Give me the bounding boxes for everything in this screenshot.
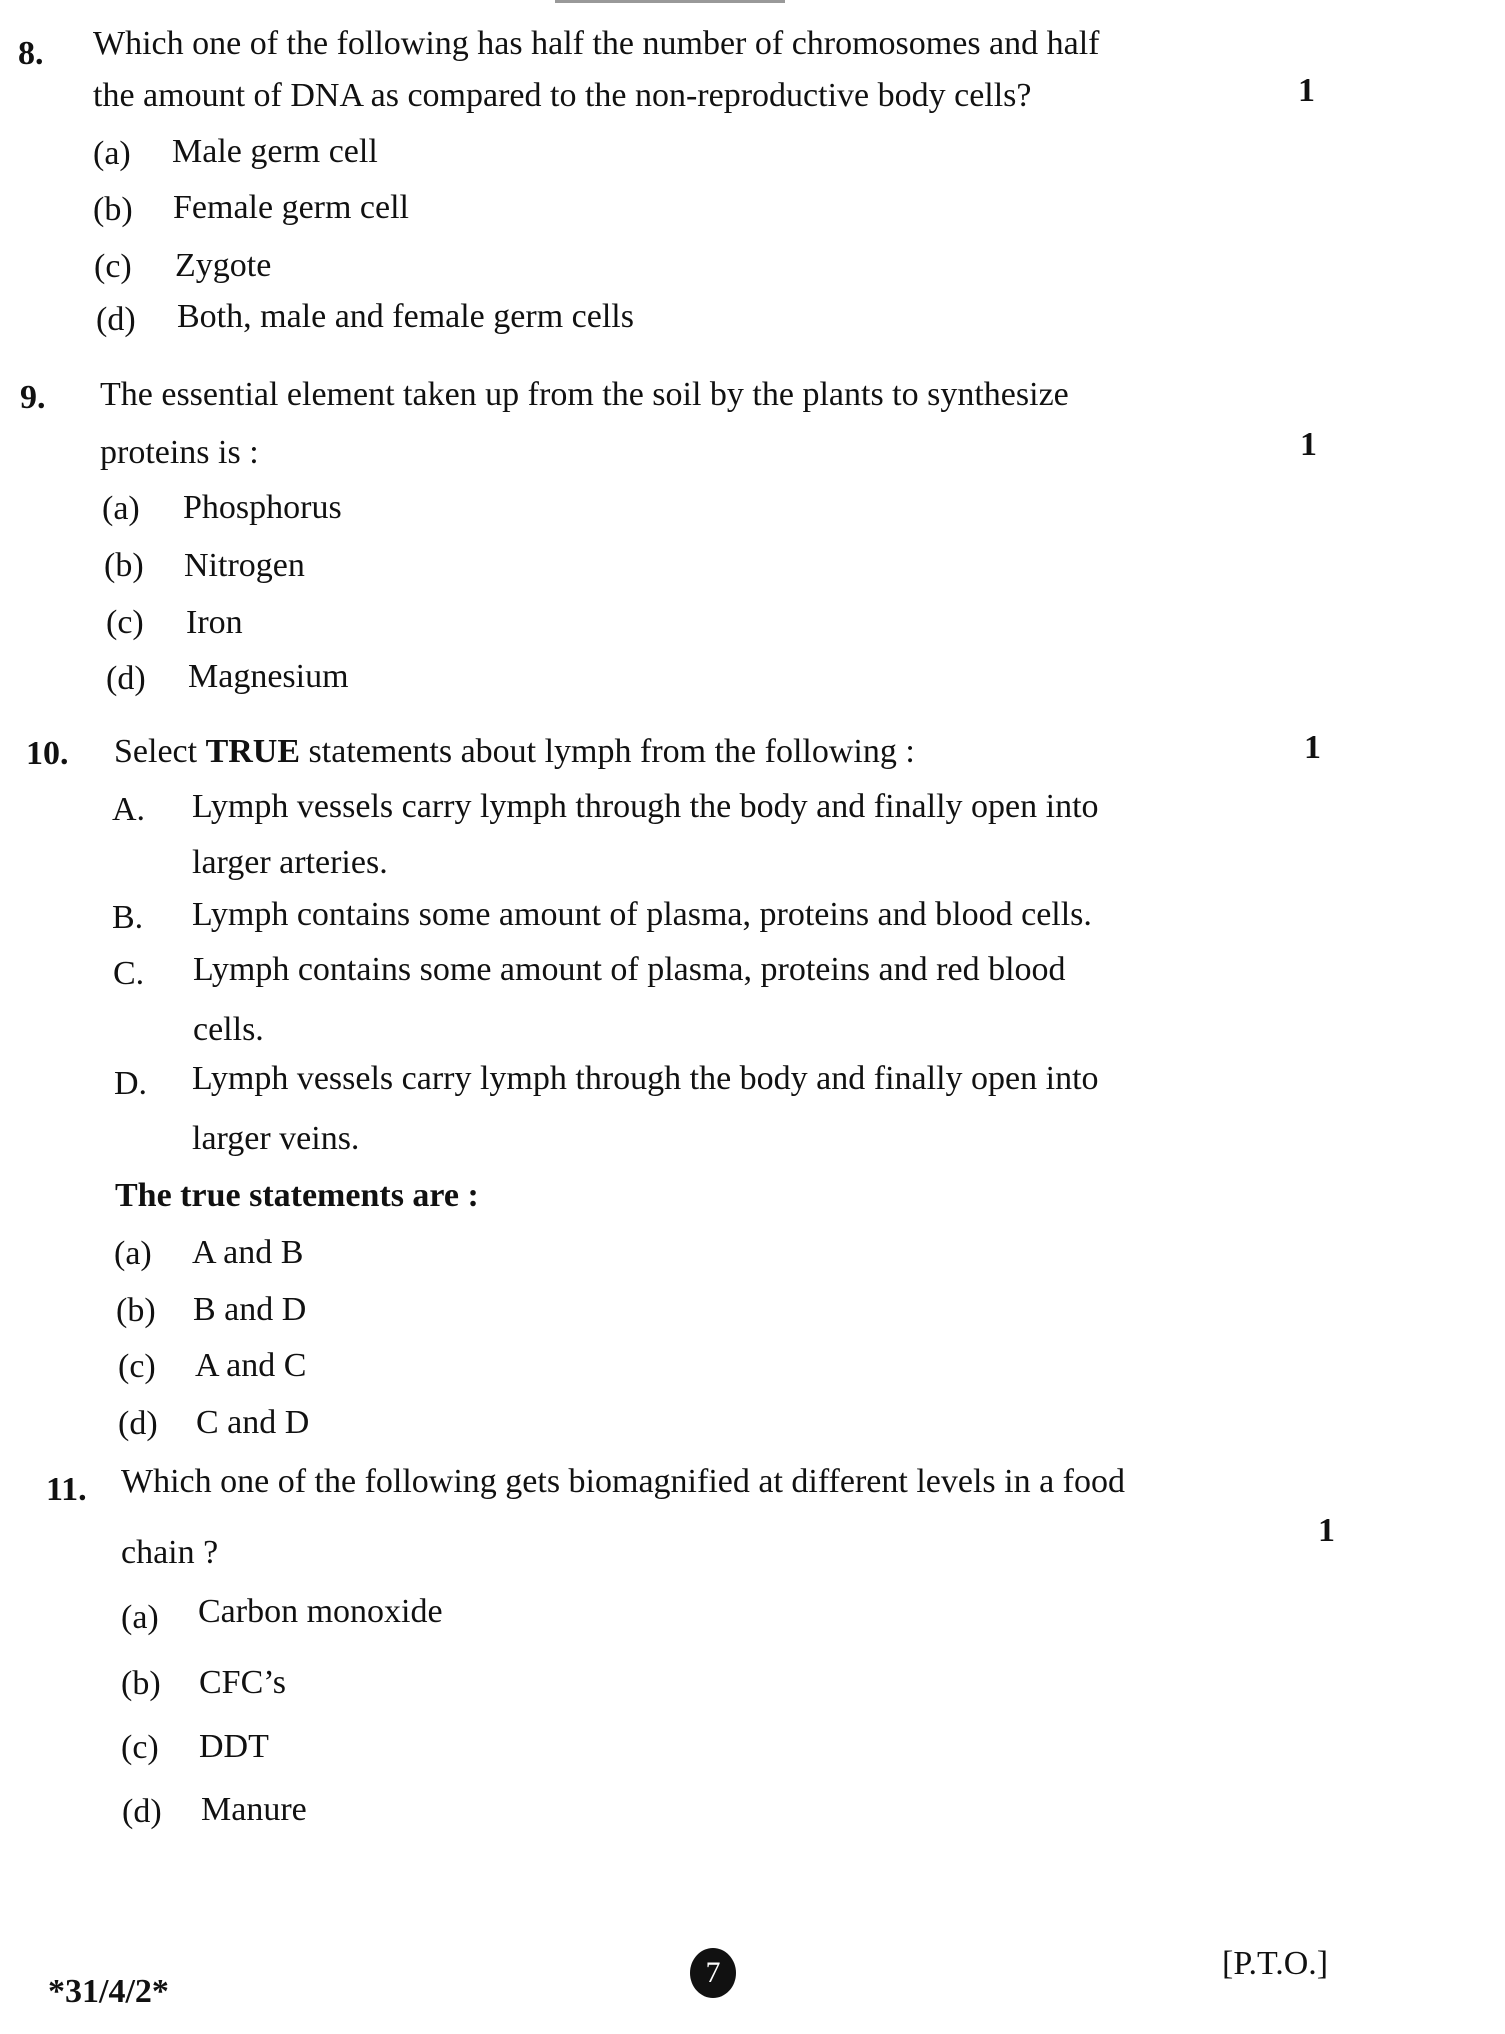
marks: 1 bbox=[1298, 72, 1315, 109]
question-text: chain ? bbox=[121, 1534, 219, 1571]
marks: 1 bbox=[1300, 426, 1317, 463]
question-text bbox=[114, 732, 915, 772]
statement-label: C. bbox=[113, 955, 145, 992]
statement-text: larger veins. bbox=[192, 1120, 360, 1157]
question-number: 8. bbox=[18, 35, 44, 72]
question-text: proteins is : bbox=[100, 434, 259, 471]
question-text-bold: TRUE bbox=[205, 733, 301, 770]
statement-text: Lymph contains some amount of plasma, proteins and blood cells. bbox=[192, 896, 1092, 933]
true-statements-prompt: The true statements are : bbox=[115, 1177, 479, 1214]
statement-text: Lymph contains some amount of plasma, proteins and red blood bbox=[193, 951, 1066, 988]
option-text: Iron bbox=[186, 604, 243, 641]
question-number: 9. bbox=[20, 379, 46, 416]
option-label: (d) bbox=[106, 660, 146, 697]
statement-text: cells. bbox=[193, 1011, 264, 1048]
question-text-pre: Select bbox=[114, 733, 206, 770]
option-label: (b) bbox=[93, 191, 133, 228]
option-text: Phosphorus bbox=[183, 489, 342, 526]
option-text: A and C bbox=[195, 1347, 307, 1384]
statement-label: D. bbox=[114, 1065, 148, 1102]
option-label: (b) bbox=[121, 1665, 161, 1702]
marks: 1 bbox=[1318, 1512, 1335, 1549]
option-text: Both, male and female germ cells bbox=[177, 298, 634, 335]
statement-text: Lymph vessels carry lymph through the body and finally open into bbox=[192, 788, 1099, 825]
option-label: (b) bbox=[104, 547, 144, 584]
question-text: Which one of the following has half the number of chromosomes and half bbox=[93, 25, 1100, 62]
statement-label: B. bbox=[112, 899, 144, 936]
option-label: (a) bbox=[93, 135, 131, 172]
option-text: Magnesium bbox=[188, 658, 349, 695]
option-label: (a) bbox=[102, 490, 140, 527]
option-label: (d) bbox=[118, 1405, 158, 1442]
statement-text: larger arteries. bbox=[192, 844, 388, 881]
option-text: Male germ cell bbox=[172, 133, 378, 170]
option-text: Zygote bbox=[175, 247, 272, 284]
option-text: B and D bbox=[193, 1291, 307, 1328]
option-label: (c) bbox=[118, 1348, 156, 1385]
option-label: (d) bbox=[122, 1793, 162, 1830]
option-text: A and B bbox=[192, 1234, 304, 1271]
option-label: (b) bbox=[116, 1292, 156, 1329]
paper-code: *31/4/2* bbox=[48, 1973, 169, 2010]
option-label: (c) bbox=[121, 1729, 159, 1766]
question-text: Which one of the following gets biomagnified at different levels in a food bbox=[121, 1463, 1125, 1500]
marks: 1 bbox=[1304, 729, 1321, 766]
question-text: The essential element taken up from the soil by the plants to synthesize bbox=[100, 376, 1069, 413]
top-rule bbox=[555, 0, 785, 3]
statement-text: Lymph vessels carry lymph through the body and finally open into bbox=[192, 1060, 1099, 1097]
option-text: Female germ cell bbox=[173, 189, 410, 226]
option-text: Carbon monoxide bbox=[198, 1593, 443, 1630]
option-text: Nitrogen bbox=[184, 547, 305, 584]
option-label: (d) bbox=[96, 301, 136, 338]
question-number: 11. bbox=[46, 1471, 87, 1508]
option-label: (a) bbox=[114, 1235, 152, 1272]
option-text: CFC’s bbox=[199, 1664, 286, 1701]
statement-label: A. bbox=[112, 791, 146, 828]
question-number: 10. bbox=[26, 735, 69, 772]
question-text: the amount of DNA as compared to the non-reproductive body cells? bbox=[93, 77, 1032, 114]
question-text-post: statements about lymph from the following : bbox=[300, 733, 915, 770]
option-label: (a) bbox=[121, 1599, 159, 1636]
page-number: 7 bbox=[690, 1948, 736, 1998]
option-text: C and D bbox=[196, 1404, 310, 1441]
option-text: DDT bbox=[199, 1728, 269, 1765]
option-label: (c) bbox=[106, 604, 144, 641]
option-text: Manure bbox=[201, 1791, 307, 1828]
option-label: (c) bbox=[94, 248, 132, 285]
please-turn-over: [P.T.O.] bbox=[1222, 1945, 1329, 1982]
